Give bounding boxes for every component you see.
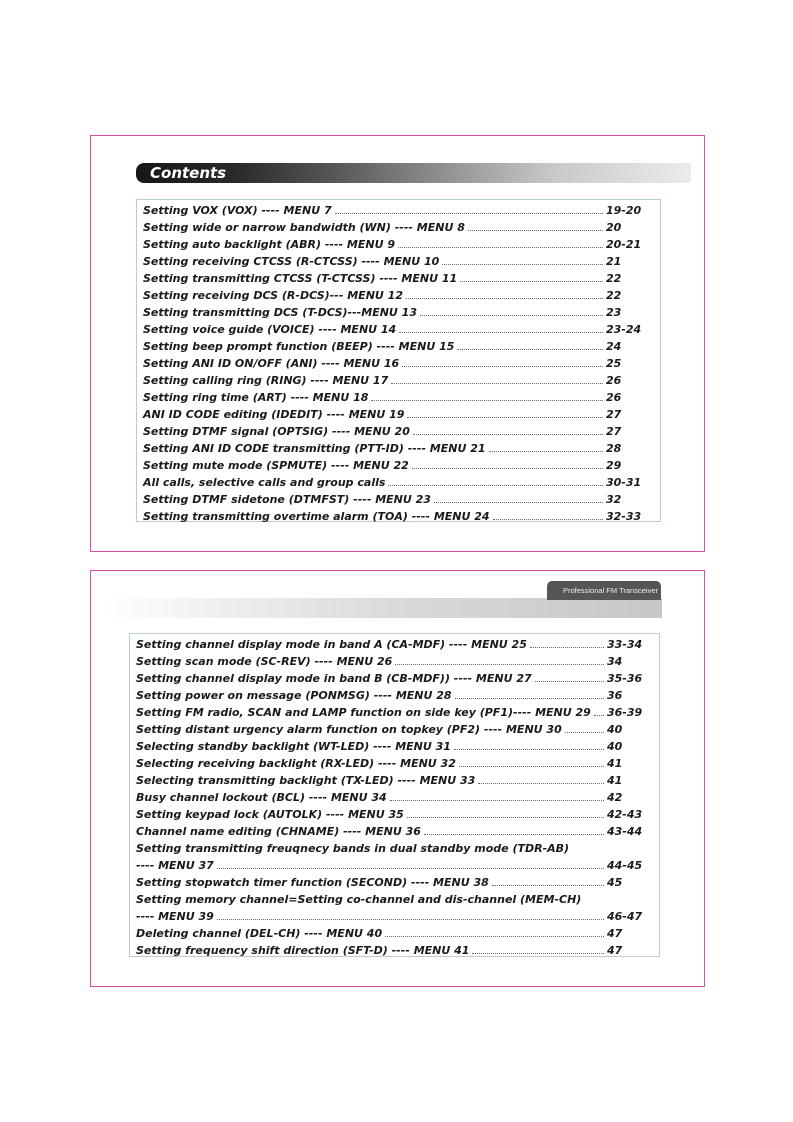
toc-dot-leader [468, 230, 603, 231]
toc-box-bottom [129, 633, 660, 957]
toc-dot-leader [493, 519, 603, 520]
toc-entry-title: Setting DTMF signal (OPTSIG) ---- MENU 20 [143, 425, 410, 438]
brand-header-bar [101, 598, 662, 618]
toc-entry[interactable] [136, 872, 651, 889]
toc-entry-title: Setting transmitting DCS (T-DCS)---MENU 13 [143, 306, 417, 319]
toc-entry-page: 21 [606, 255, 622, 268]
toc-entry-page: 42-43 [607, 808, 643, 821]
toc-entry-title: Deleting channel (DEL-CH) ---- MENU 40 [136, 927, 383, 940]
toc-dot-leader [457, 349, 603, 350]
toc-dot-leader [594, 715, 604, 716]
toc-entry-page: 32-33 [606, 510, 642, 523]
toc-entry-title: Channel name editing (CHNAME) ---- MENU 36 [136, 825, 421, 838]
toc-entry[interactable] [143, 387, 650, 404]
toc-entry-page: 45 [607, 876, 623, 889]
toc-entry-title: Setting distant urgency alarm function on topkey (PF2) ---- MENU 30 [136, 723, 562, 736]
toc-entry-title: Setting stopwatch timer function (SECOND) ---- MENU 38 [136, 876, 489, 889]
brand-tab [547, 581, 661, 600]
brand-label: Professional FM Transceiver [562, 586, 658, 595]
toc-entry[interactable] [143, 421, 650, 438]
toc-dot-leader [412, 468, 603, 469]
toc-dot-leader [217, 919, 604, 920]
toc-entry[interactable] [136, 668, 651, 685]
toc-dot-leader [398, 247, 603, 248]
toc-dot-leader [565, 732, 604, 733]
toc-entry-title: Selecting standby backlight (WT-LED) ---- MENU 31 [136, 740, 451, 753]
toc-entry[interactable] [143, 472, 650, 489]
toc-entry-title: Setting auto backlight (ABR) ---- MENU 9 [143, 238, 395, 251]
toc-entry-title: Setting voice guide (VOICE) ---- MENU 14 [143, 323, 397, 336]
toc-entry-page: 24 [606, 340, 622, 353]
toc-dot-leader [434, 502, 603, 503]
toc-entry[interactable] [136, 685, 651, 702]
toc-dot-leader [530, 647, 604, 648]
toc-entry-title: ---- MENU 39 [136, 910, 214, 923]
toc-entry-page: 22 [606, 272, 622, 285]
toc-entry-page: 30-31 [606, 476, 642, 489]
toc-entry[interactable] [136, 940, 651, 957]
toc-dot-leader [390, 800, 604, 801]
toc-entry-page: 27 [606, 425, 622, 438]
toc-dot-leader [391, 383, 603, 384]
toc-entry-page: 20 [606, 221, 622, 234]
toc-entry-page: 41 [607, 774, 623, 787]
toc-entry[interactable] [136, 753, 651, 770]
toc-entry[interactable] [143, 234, 650, 251]
toc-entry-page: 33-34 [607, 638, 643, 651]
toc-dot-leader [217, 868, 604, 869]
toc-dot-leader [459, 766, 604, 767]
toc-dot-leader [492, 885, 604, 886]
toc-box-top [136, 199, 661, 522]
toc-entry-page: 32 [606, 493, 622, 506]
toc-entry-title: Setting channel display mode in band A (CA-MDF) ---- MENU 25 [136, 638, 527, 651]
toc-entry-page: 19-20 [606, 204, 642, 217]
toc-entry[interactable] [143, 455, 650, 472]
toc-dot-leader [399, 332, 603, 333]
toc-entry-title: ANI ID CODE editing (IDEDIT) ---- MENU 19 [143, 408, 405, 421]
toc-entry-title: Selecting transmitting backlight (TX-LED) ---- MENU 33 [136, 774, 476, 787]
toc-entry-page: 47 [607, 944, 623, 957]
toc-dot-leader [371, 400, 603, 401]
toc-dot-leader [402, 366, 603, 367]
toc-entry-title: Setting power on message (PONMSG) ---- MENU 28 [136, 689, 452, 702]
toc-entry-page: 26 [606, 374, 622, 387]
toc-entry[interactable] [136, 770, 651, 787]
contents-page-top [90, 135, 705, 552]
toc-dot-leader [385, 936, 604, 937]
toc-entry-title: Setting FM radio, SCAN and LAMP function on side key (PF1)---- MENU 29 [136, 706, 591, 719]
toc-entry-page: 36 [607, 689, 623, 702]
toc-entry-page: 35-36 [607, 672, 643, 685]
toc-entry[interactable] [143, 336, 650, 353]
toc-dot-leader [442, 264, 603, 265]
toc-entry[interactable] [143, 200, 650, 217]
toc-entry-title: Setting channel display mode in band B (CB-MDF)) ---- MENU 27 [136, 672, 532, 685]
toc-entry-page: 46-47 [607, 910, 643, 923]
toc-dot-leader [454, 749, 604, 750]
toc-entry[interactable] [136, 838, 651, 855]
toc-entry[interactable] [136, 787, 651, 804]
toc-dot-leader [406, 298, 603, 299]
toc-entry-title: ---- MENU 37 [136, 859, 214, 872]
toc-entry-page: 40 [607, 723, 623, 736]
toc-entry-title: Setting ring time (ART) ---- MENU 18 [143, 391, 369, 404]
toc-entry-title: Setting calling ring (RING) ---- MENU 17 [143, 374, 389, 387]
toc-entry-title: Setting ANI ID CODE transmitting (PTT-ID) ---- MENU 21 [143, 442, 486, 455]
toc-entry-title: Setting transmitting CTCSS (T-CTCSS) ---- MENU 11 [143, 272, 458, 285]
toc-entry[interactable] [143, 438, 650, 455]
toc-entry[interactable] [136, 855, 651, 872]
toc-entry[interactable] [136, 736, 651, 753]
toc-dot-leader [335, 213, 603, 214]
toc-dot-leader [455, 698, 604, 699]
toc-entry-page: 22 [606, 289, 622, 302]
toc-dot-leader [420, 315, 603, 316]
toc-entry-page: 44-45 [607, 859, 643, 872]
toc-entry-page: 27 [606, 408, 622, 421]
toc-entry[interactable] [143, 302, 650, 319]
toc-entry[interactable] [143, 285, 650, 302]
toc-entry-title: Setting transmitting freuqnecy bands in dual standby mode (TDR-AB) [136, 842, 570, 855]
toc-entry[interactable] [136, 906, 651, 923]
toc-entry[interactable] [136, 719, 651, 736]
toc-entry-title: Setting scan mode (SC-REV) ---- MENU 26 [136, 655, 393, 668]
toc-entry-title: Selecting receiving backlight (RX-LED) ---- MENU 32 [136, 757, 456, 770]
toc-entry-title: Setting keypad lock (AUTOLK) ---- MENU 35 [136, 808, 404, 821]
toc-entry-title: Setting beep prompt function (BEEP) ---- MENU 15 [143, 340, 455, 353]
toc-entry-title: Setting memory channel=Setting co-channel and dis-channel (MEM-CH) [136, 893, 582, 906]
toc-dot-leader [424, 834, 604, 835]
toc-entry-page: 20-21 [606, 238, 642, 251]
contents-page-bottom [90, 570, 705, 987]
toc-entry[interactable] [136, 651, 651, 668]
toc-entry-page: 25 [606, 357, 622, 370]
toc-entry[interactable] [143, 506, 650, 523]
toc-entry[interactable] [136, 702, 651, 719]
toc-entry-page: 47 [607, 927, 623, 940]
toc-entry-title: Setting transmitting overtime alarm (TOA) ---- MENU 24 [143, 510, 490, 523]
toc-list-top [137, 200, 660, 523]
contents-header-bar [136, 163, 691, 183]
toc-dot-leader [489, 451, 603, 452]
toc-entry-page: 34 [607, 655, 623, 668]
toc-entry-title: Setting frequency shift direction (SFT-D) ---- MENU 41 [136, 944, 470, 957]
toc-entry-title: Setting DTMF sidetone (DTMFST) ---- MENU 23 [143, 493, 431, 506]
contents-heading: Contents [150, 164, 227, 182]
toc-entry-page: 43-44 [607, 825, 643, 838]
toc-entry[interactable] [136, 634, 651, 651]
toc-dot-leader [535, 681, 604, 682]
toc-entry-page: 29 [606, 459, 622, 472]
toc-entry[interactable] [143, 319, 650, 336]
toc-entry[interactable] [143, 370, 650, 387]
toc-entry-title: Setting receiving DCS (R-DCS)--- MENU 12 [143, 289, 403, 302]
toc-entry[interactable] [136, 821, 651, 838]
toc-entry[interactable] [136, 889, 651, 906]
toc-dot-leader [472, 953, 604, 954]
toc-entry-title: Setting ANI ID ON/OFF (ANI) ---- MENU 16 [143, 357, 400, 370]
toc-list-bottom [130, 634, 659, 957]
toc-entry[interactable] [143, 251, 650, 268]
toc-entry[interactable] [143, 353, 650, 370]
toc-entry-title: Setting wide or narrow bandwidth (WN) ---- MENU 8 [143, 221, 465, 234]
toc-entry-title: Setting VOX (VOX) ---- MENU 7 [143, 204, 332, 217]
toc-entry-page: 23 [606, 306, 622, 319]
toc-entry-page: 26 [606, 391, 622, 404]
toc-entry[interactable] [143, 404, 650, 421]
toc-dot-leader [388, 485, 603, 486]
toc-entry-title: Setting receiving CTCSS (R-CTCSS) ---- MENU 10 [143, 255, 440, 268]
toc-entry-title: Setting mute mode (SPMUTE) ---- MENU 22 [143, 459, 409, 472]
toc-entry[interactable] [143, 268, 650, 285]
toc-dot-leader [395, 664, 604, 665]
toc-entry-title: All calls, selective calls and group calls [143, 476, 386, 489]
toc-dot-leader [407, 417, 603, 418]
toc-dot-leader [407, 817, 604, 818]
toc-dot-leader [460, 281, 603, 282]
toc-dot-leader [478, 783, 604, 784]
toc-entry-page: 40 [607, 740, 623, 753]
toc-entry-page: 42 [607, 791, 623, 804]
toc-entry-page: 23-24 [606, 323, 642, 336]
toc-entry[interactable] [136, 923, 651, 940]
toc-entry-page: 28 [606, 442, 622, 455]
toc-entry-title: Busy channel lockout (BCL) ---- MENU 34 [136, 791, 387, 804]
toc-entry[interactable] [143, 489, 650, 506]
toc-entry-page: 41 [607, 757, 623, 770]
toc-dot-leader [413, 434, 603, 435]
toc-entry-page: 36-39 [607, 706, 643, 719]
toc-entry[interactable] [143, 217, 650, 234]
toc-entry[interactable] [136, 804, 651, 821]
